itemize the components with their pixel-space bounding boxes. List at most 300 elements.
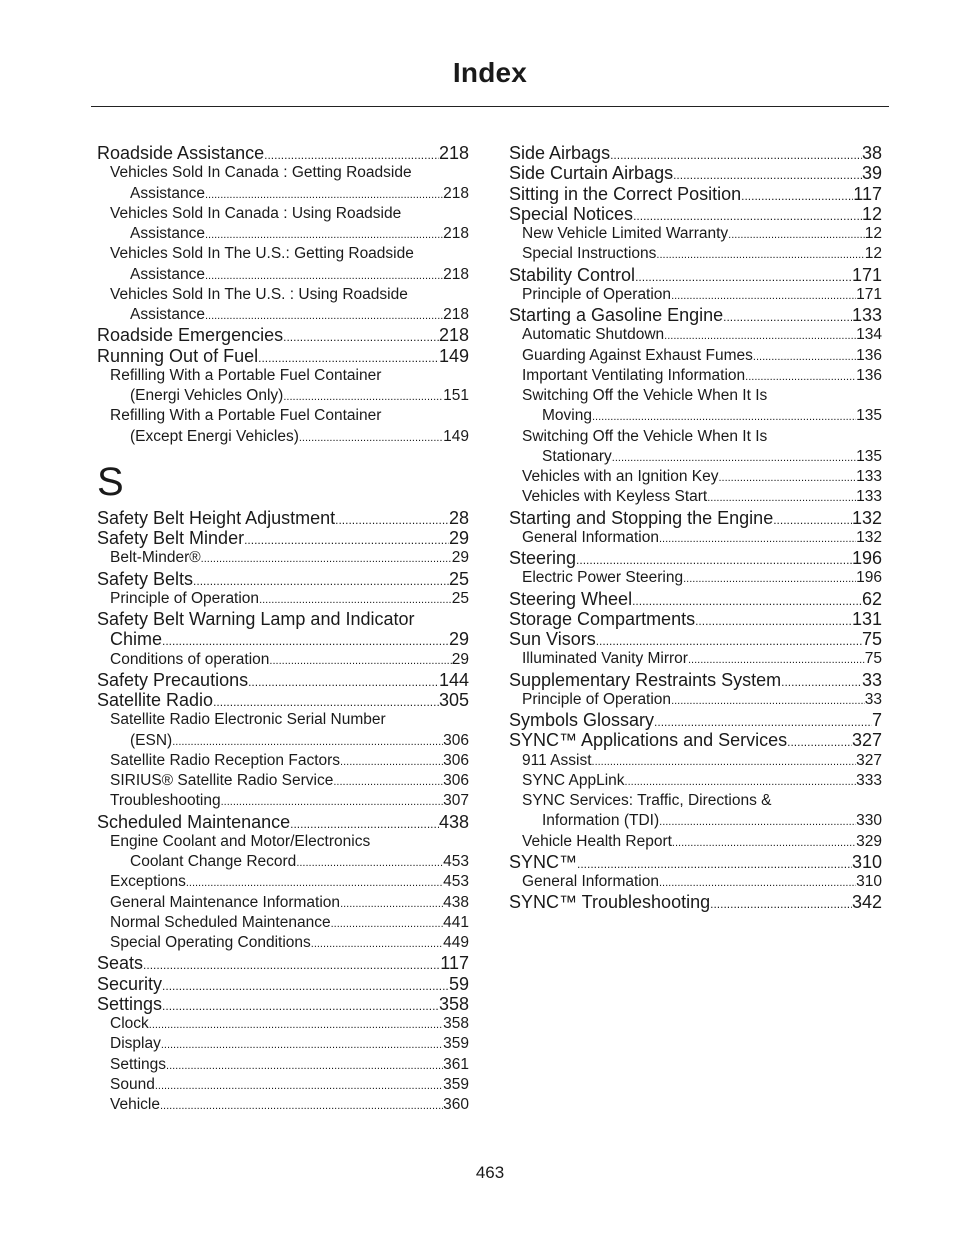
leader-dots <box>143 955 440 973</box>
leader-dots <box>172 732 443 751</box>
index-subentry <box>97 872 469 892</box>
entry-text: Electric Power Steering <box>522 569 684 587</box>
entry-page: 438 <box>443 893 469 911</box>
leader-dots <box>710 894 852 912</box>
entry-page: 438 <box>438 811 469 832</box>
leader-dots <box>745 367 856 386</box>
entry-text: Clock <box>110 1015 149 1032</box>
entry-page: 25 <box>451 589 469 607</box>
index-entry <box>509 710 882 730</box>
index-subentry <box>97 650 469 670</box>
leader-dots <box>741 186 853 204</box>
entry-text: Principle of Operation <box>110 589 260 607</box>
entry-page: 359 <box>443 1035 469 1053</box>
entry-page: 75 <box>861 629 882 649</box>
index-subentry-label <box>509 791 882 811</box>
entry-text: Symbols Glossary <box>509 710 655 730</box>
index-entry <box>509 184 882 204</box>
entry-page: 117 <box>853 183 882 204</box>
leader-dots <box>258 348 439 366</box>
leader-dots <box>296 853 443 872</box>
entry-page: 149 <box>438 345 469 366</box>
entry-page: 132 <box>856 528 882 546</box>
entry-text: Vehicles Sold In The U.S. : Using Roadside <box>110 285 408 303</box>
entry-text: Satellite Radio Reception Factors <box>110 751 341 769</box>
index-subentry-continuation <box>509 406 882 426</box>
index-subentry <box>509 528 882 548</box>
index-subentry <box>97 1075 469 1095</box>
leader-dots <box>577 854 852 872</box>
entry-text: Satellite Radio <box>97 690 214 710</box>
leader-dots <box>656 245 864 264</box>
index-subentry <box>97 1014 469 1034</box>
entry-text: Troubleshooting <box>110 792 221 810</box>
leader-dots <box>205 306 443 325</box>
entry-text: Principle of Operation <box>522 690 672 708</box>
entry-text: SYNC Services: Traffic, Directions & <box>522 792 772 809</box>
index-entry <box>509 852 882 872</box>
leader-dots <box>193 571 449 589</box>
index-subentry <box>97 589 469 609</box>
leader-dots <box>659 812 856 831</box>
index-entry <box>509 730 882 750</box>
entry-page: 133 <box>856 468 882 485</box>
leader-dots <box>259 590 452 609</box>
entry-page: 310 <box>851 851 882 872</box>
leader-dots <box>654 712 872 730</box>
leader-dots <box>299 428 443 447</box>
entry-text: Storage Compartments <box>509 608 696 629</box>
index-entry <box>97 569 469 589</box>
leader-dots <box>695 611 852 629</box>
entry-text: Guarding Against Exhaust Fumes <box>522 346 753 364</box>
entry-text: Normal Scheduled Maintenance <box>110 913 331 931</box>
entry-page: 136 <box>856 366 882 384</box>
entry-text: Steering <box>509 548 577 568</box>
entry-page: 133 <box>851 305 882 325</box>
index-subentry-continuation <box>97 224 469 244</box>
leader-dots <box>592 407 856 426</box>
entry-text: Vehicles Sold In Canada : Using Roadside <box>110 204 402 222</box>
entry-text: Settings <box>110 1055 167 1073</box>
entry-page: 29 <box>448 629 469 650</box>
index-entry <box>509 265 882 285</box>
entry-text: Seats <box>97 953 144 974</box>
leader-dots <box>160 1096 443 1115</box>
index-subentry <box>509 325 882 345</box>
leader-dots <box>632 591 862 609</box>
entry-page: 305 <box>438 690 469 710</box>
entry-page: 327 <box>851 730 882 751</box>
entry-text: Chime <box>110 629 163 650</box>
index-subentry-label <box>97 163 469 183</box>
index-subentry-continuation <box>97 305 469 325</box>
entry-page: 135 <box>856 447 882 465</box>
entry-page: 28 <box>448 507 469 528</box>
entry-text: Stability Control <box>509 264 636 285</box>
index-subentry <box>509 467 882 487</box>
index-entry <box>97 994 469 1014</box>
index-entry <box>509 305 882 325</box>
entry-page: 33 <box>861 669 882 690</box>
index-entry <box>97 528 469 548</box>
leader-dots <box>592 752 857 771</box>
index-subentry <box>509 346 882 366</box>
entry-text: Satellite Radio Electronic Serial Number <box>110 711 386 729</box>
index-entry-label <box>97 609 469 629</box>
entry-text: Automatic Shutdown <box>522 326 665 344</box>
leader-dots <box>221 792 444 811</box>
leader-dots <box>659 873 856 892</box>
leader-dots <box>671 286 856 305</box>
leader-dots <box>213 692 439 710</box>
entry-page: 59 <box>448 973 469 994</box>
entry-text: Conditions of operation <box>110 650 270 668</box>
leader-dots <box>311 934 443 953</box>
entry-text: Assistance <box>130 265 205 283</box>
entry-text: Exceptions <box>110 873 186 891</box>
leader-dots <box>612 448 856 467</box>
entry-page: 75 <box>864 650 882 668</box>
entry-page: 359 <box>443 1075 469 1093</box>
entry-text: Roadside Emergencies <box>97 325 284 346</box>
index-subentry-label <box>97 406 469 426</box>
entry-page: 342 <box>851 892 882 913</box>
entry-text: Display <box>110 1035 161 1053</box>
leader-dots <box>290 814 439 832</box>
index-subentry <box>509 872 882 892</box>
index-subentry-label <box>97 285 469 305</box>
entry-page: 306 <box>443 751 469 769</box>
entry-text: Sound <box>110 1075 155 1093</box>
index-entry <box>509 589 882 609</box>
index-subentry <box>509 487 882 507</box>
index-subentry-label <box>97 244 469 264</box>
entry-page: 218 <box>438 143 469 163</box>
index-entry <box>509 143 882 163</box>
leader-dots <box>283 327 439 345</box>
leader-dots <box>248 672 439 690</box>
entry-text: Roadside Assistance <box>97 143 265 163</box>
entry-text: Belt-Minder® <box>110 549 201 567</box>
entry-text: Moving <box>542 407 592 425</box>
entry-text: 911 Assist <box>522 751 592 769</box>
index-subentry <box>97 933 469 953</box>
entry-page: 196 <box>851 548 882 568</box>
entry-page: 33 <box>864 690 882 708</box>
entry-text: Vehicles with Keyless Start <box>522 488 708 506</box>
entry-text: Refilling With a Portable Fuel Container <box>110 407 382 425</box>
index-subentry <box>97 751 469 771</box>
leader-dots <box>162 996 439 1014</box>
leader-dots <box>244 530 449 548</box>
leader-dots <box>723 307 852 325</box>
entry-page: 330 <box>856 812 882 830</box>
leader-dots <box>707 488 856 507</box>
entry-page: 132 <box>851 507 882 528</box>
leader-dots <box>576 550 852 568</box>
entry-text: Safety Precautions <box>97 669 249 690</box>
entry-page: 310 <box>856 873 882 890</box>
entry-page: 358 <box>438 993 469 1014</box>
entry-text: Sun Visors <box>509 629 596 649</box>
entry-text: SYNC™ Applications and Services <box>509 730 788 751</box>
leader-dots <box>269 651 451 670</box>
index-subentry <box>97 913 469 933</box>
index-subentry <box>97 893 469 913</box>
entry-text: Vehicle Health Report <box>522 832 672 850</box>
entry-text: (ESN) <box>130 731 173 749</box>
index-subentry-label <box>509 427 882 447</box>
leader-dots <box>671 691 865 710</box>
leader-dots <box>186 873 443 892</box>
index-entry-continuation <box>97 629 469 649</box>
entry-page: 307 <box>443 792 469 810</box>
index-subentry-continuation <box>97 184 469 204</box>
leader-dots <box>340 752 443 771</box>
leader-dots <box>333 772 443 791</box>
entry-text: Side Curtain Airbags <box>509 163 674 184</box>
entry-page: 12 <box>861 203 882 224</box>
leader-dots <box>205 225 443 244</box>
index-entry <box>509 609 882 629</box>
index-subentry <box>509 771 882 791</box>
entry-text: SYNC™ <box>509 851 578 872</box>
entry-page: 62 <box>861 588 882 609</box>
index-entry <box>97 670 469 690</box>
index-entry <box>509 548 882 568</box>
leader-dots <box>155 1076 443 1095</box>
index-entry <box>509 629 882 649</box>
entry-text: Running Out of Fuel <box>97 345 259 366</box>
title-divider <box>91 106 889 107</box>
index-subentry <box>509 224 882 244</box>
entry-page: 329 <box>856 832 882 850</box>
entry-page: 453 <box>443 873 469 891</box>
index-entry <box>509 163 882 183</box>
index-subentry-label <box>97 366 469 386</box>
leader-dots <box>283 387 443 406</box>
index-subentry <box>509 366 882 386</box>
index-entry <box>97 508 469 528</box>
index-subentry <box>509 244 882 264</box>
leader-dots <box>688 650 865 669</box>
entry-text: Illuminated Vanity Mirror <box>522 650 688 668</box>
entry-page: 29 <box>451 650 469 668</box>
entry-text: Principle of Operation <box>522 285 672 303</box>
leader-dots <box>781 672 862 690</box>
index-entry <box>97 974 469 994</box>
entry-text: Starting a Gasoline Engine <box>509 305 724 325</box>
entry-page: 144 <box>438 669 469 690</box>
entry-page: 131 <box>851 608 882 629</box>
entry-page: 171 <box>856 285 882 303</box>
page-number: 463 <box>475 1163 505 1182</box>
entry-text: Settings <box>97 993 163 1014</box>
leader-dots <box>205 185 443 204</box>
index-subentry <box>97 548 469 568</box>
entry-page: 306 <box>443 731 469 749</box>
entry-text: SYNC™ Troubleshooting <box>509 892 711 913</box>
index-entry <box>97 953 469 973</box>
leader-dots <box>596 631 862 649</box>
leader-dots <box>787 732 852 750</box>
entry-page: 134 <box>856 326 882 344</box>
entry-page: 306 <box>443 772 469 789</box>
entry-page: 360 <box>443 1096 469 1113</box>
index-subentry-continuation <box>509 811 882 831</box>
leader-dots <box>264 145 439 163</box>
leader-dots <box>753 347 856 366</box>
leader-dots <box>683 569 856 588</box>
entry-page: 135 <box>856 407 882 425</box>
entry-text: Assistance <box>130 306 205 323</box>
entry-page: 25 <box>448 568 469 589</box>
index-entry <box>97 346 469 366</box>
leader-dots <box>161 1035 443 1054</box>
entry-page: 333 <box>856 771 882 789</box>
leader-dots <box>205 266 443 285</box>
index-entry <box>509 508 882 528</box>
leader-dots <box>625 772 857 791</box>
index-subentry-label <box>509 386 882 406</box>
entry-text: Vehicles Sold In The U.S.: Getting Roadside <box>110 245 414 263</box>
entry-page: 39 <box>861 163 882 184</box>
entry-text: Starting and Stopping the Engine <box>509 507 774 528</box>
entry-page: 29 <box>448 528 469 548</box>
entry-page: 358 <box>443 1015 469 1032</box>
entry-text: Scheduled Maintenance <box>97 811 291 832</box>
entry-page: 218 <box>443 265 469 283</box>
entry-page: 453 <box>443 853 469 870</box>
entry-text: (Except Energi Vehicles) <box>130 427 299 445</box>
entry-text: Information (TDI) <box>542 812 660 830</box>
leader-dots <box>718 468 856 487</box>
entry-page: 12 <box>864 225 882 242</box>
leader-dots <box>149 1015 443 1034</box>
entry-text: Special Notices <box>509 203 634 224</box>
entry-page: 218 <box>443 306 469 323</box>
index-subentry-label <box>97 710 469 730</box>
leader-dots <box>673 165 862 183</box>
entry-page: 117 <box>440 953 469 974</box>
entry-text: Safety Belts <box>97 568 194 589</box>
entry-text: (Energi Vehicles Only) <box>130 387 284 404</box>
entry-text: Assistance <box>130 184 205 202</box>
index-entry <box>509 204 882 224</box>
entry-text: Side Airbags <box>509 143 611 163</box>
entry-text: Special Instructions <box>522 245 657 263</box>
entry-text: General Information <box>522 528 659 546</box>
index-subentry <box>509 832 882 852</box>
entry-page: 361 <box>443 1055 469 1073</box>
entry-text: Stationary <box>542 447 612 465</box>
entry-page: 136 <box>856 346 882 364</box>
index-subentry <box>97 1034 469 1054</box>
leader-dots <box>162 631 449 649</box>
entry-page: 218 <box>438 325 469 346</box>
entry-page: 38 <box>861 143 882 163</box>
entry-page: 29 <box>451 549 469 567</box>
entry-text: Important Ventilating Information <box>522 366 746 384</box>
index-subentry-continuation <box>97 852 469 872</box>
entry-text: Supplementary Restraints System <box>509 669 782 690</box>
index-entry <box>97 690 469 710</box>
entry-text: Assistance <box>130 225 205 242</box>
index-subentry <box>509 690 882 710</box>
entry-page: 171 <box>851 264 882 285</box>
index-subentry <box>509 285 882 305</box>
entry-page: 449 <box>443 934 469 951</box>
page-title: Index <box>452 57 528 88</box>
entry-text: Engine Coolant and Motor/Electronics <box>110 832 371 850</box>
entry-text: Switching Off the Vehicle When It Is <box>522 427 768 445</box>
index-subentry-continuation <box>97 427 469 447</box>
entry-text: General Maintenance Information <box>110 893 341 911</box>
leader-dots <box>610 145 862 163</box>
leader-dots <box>773 510 852 528</box>
entry-text: Steering Wheel <box>509 588 633 609</box>
entry-text: Vehicles Sold In Canada : Getting Roadside <box>110 164 412 182</box>
index-subentry <box>97 771 469 791</box>
entry-text: General Information <box>522 873 659 890</box>
entry-page: 133 <box>856 488 882 506</box>
index-subentry <box>97 791 469 811</box>
entry-page: 196 <box>856 569 882 587</box>
entry-text: Safety Belt Height Adjustment <box>97 507 336 528</box>
leader-dots <box>633 206 862 224</box>
leader-dots <box>331 914 444 933</box>
entry-text: Sitting in the Correct Position <box>509 183 742 204</box>
index-entry <box>97 812 469 832</box>
index-subentry <box>509 568 882 588</box>
index-subentry-continuation <box>509 447 882 467</box>
entry-text: Special Operating Conditions <box>110 934 311 951</box>
entry-text: Refilling With a Portable Fuel Container <box>110 366 382 384</box>
entry-page: 149 <box>443 427 469 445</box>
entry-text: Vehicles with an Ignition Key <box>522 468 719 485</box>
index-subentry-continuation <box>97 265 469 285</box>
entry-text: Vehicle <box>110 1096 160 1113</box>
index-subentry-continuation <box>97 731 469 751</box>
index-subentry <box>97 1095 469 1115</box>
index-column-left <box>97 143 469 1115</box>
leader-dots <box>340 894 443 913</box>
index-entry <box>97 325 469 345</box>
index-entry <box>97 143 469 163</box>
entry-text: Safety Belt Warning Lamp and Indicator <box>97 609 415 629</box>
entry-page: 12 <box>864 245 882 263</box>
leader-dots <box>335 510 449 528</box>
leader-dots <box>664 326 856 345</box>
entry-text: New Vehicle Limited Warranty <box>522 225 729 242</box>
index-column-right <box>509 143 882 913</box>
index-subentry <box>509 751 882 771</box>
entry-page: 327 <box>856 751 882 769</box>
index-subentry-label <box>97 204 469 224</box>
entry-text: Safety Belt Minder <box>97 528 245 548</box>
entry-text: Switching Off the Vehicle When It Is <box>522 387 768 404</box>
leader-dots <box>201 549 452 568</box>
index-subentry-continuation <box>97 386 469 406</box>
leader-dots <box>728 225 865 244</box>
index-entry <box>509 892 882 912</box>
index-entry <box>509 670 882 690</box>
entry-page: 7 <box>871 710 882 730</box>
leader-dots <box>635 267 852 285</box>
leader-dots <box>166 1056 443 1075</box>
index-subentry <box>509 649 882 669</box>
